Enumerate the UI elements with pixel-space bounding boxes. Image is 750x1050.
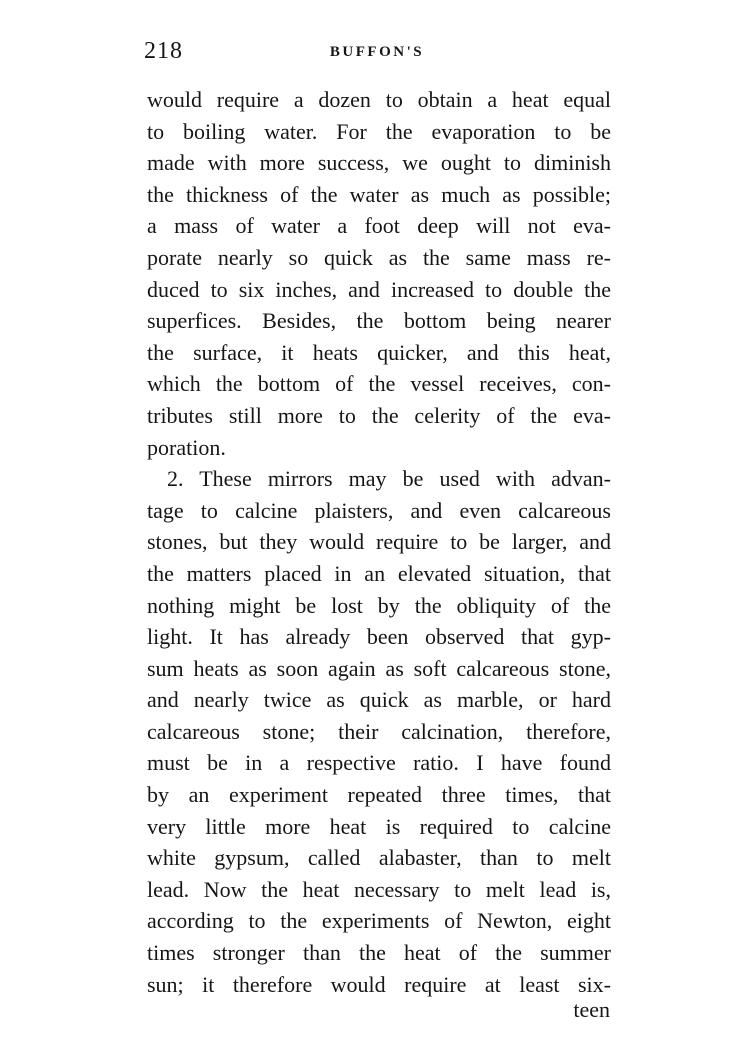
text-line: duced to six inches, and increased to double the	[147, 276, 611, 302]
text-line-paragraph-start: 2. These mirrors may be used with advan-	[167, 466, 611, 492]
running-head: BUFFON'S	[329, 44, 425, 60]
text-line: which the bottom of the vessel receives, con-	[147, 371, 611, 397]
text-line: tage to calcine plaisters, and even calcareous	[147, 497, 611, 523]
text-line: would require a dozen to obtain a heat equal	[147, 87, 611, 112]
text-line: the matters placed in an elevated situation, that	[147, 560, 611, 586]
page-number: 218	[144, 38, 183, 64]
text-line: and nearly twice as quick as marble, or hard	[147, 687, 611, 713]
text-line: a mass of water a foot deep will not eva-	[147, 213, 611, 239]
text-line: must be in a respective ratio. I have found	[147, 750, 611, 776]
text-line: superfices. Besides, the bottom being nearer	[147, 308, 611, 334]
text-line: made with more success, we ought to diminish	[147, 150, 611, 176]
text-line: sum heats as soon again as soft calcareous stone,	[147, 655, 611, 681]
text-line-paragraph-end: poration.	[147, 434, 226, 460]
text-line: by an experiment repeated three times, that	[147, 782, 611, 808]
text-line: to boiling water. For the evaporation to be	[147, 118, 611, 144]
text-line: lead. Now the heat necessary to melt lead is,	[147, 876, 611, 902]
page-header	[144, 38, 610, 78]
text-line: the thickness of the water as much as possible;	[147, 181, 611, 207]
text-line: calcareous stone; their calcination, therefore,	[147, 718, 611, 744]
text-line: tributes still more to the celerity of the eva-	[147, 402, 611, 428]
text-line: times stronger than the heat of the summer	[147, 940, 611, 966]
catchword: teen	[573, 997, 610, 1022]
text-line: light. It has already been observed that gyp-	[147, 624, 611, 650]
text-line: very little more heat is required to calcine	[147, 813, 611, 839]
text-line: nothing might be lost by the obliquity of the	[147, 592, 611, 618]
text-line: porate nearly so quick as the same mass re-	[147, 244, 611, 270]
text-line: sun; it therefore would require at least six-	[147, 971, 611, 997]
text-line: stones, but they would require to be larger, and	[147, 529, 611, 555]
text-line: the surface, it heats quicker, and this heat,	[147, 339, 611, 365]
text-line: according to the experiments of Newton, eight	[147, 908, 611, 934]
body-text	[147, 84, 611, 1000]
text-line: white gypsum, called alabaster, than to melt	[147, 845, 611, 871]
